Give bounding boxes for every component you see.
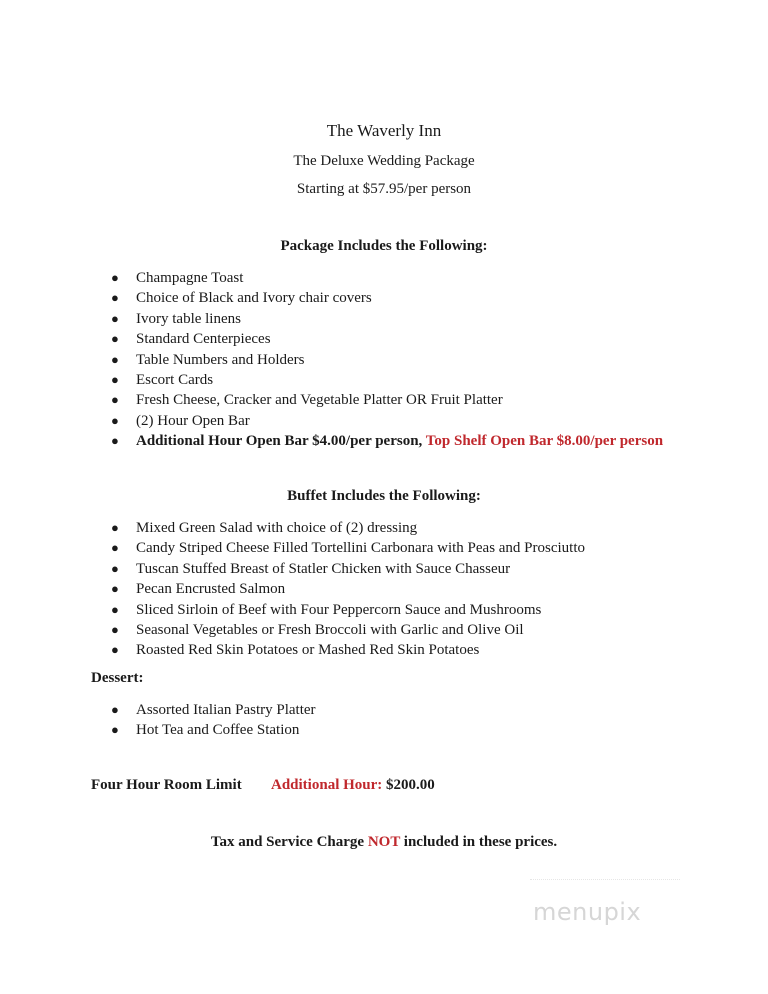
list-item-bar-pricing — [108, 431, 663, 451]
list-item: ● Ivory table linens — [108, 309, 663, 329]
bullet-icon: ● — [111, 560, 119, 576]
bullet-icon: ● — [111, 310, 119, 326]
additional-hour-label: Additional Hour: — [271, 777, 383, 793]
list-item: ● Standard Centerpieces — [108, 329, 663, 349]
list-item: ● Assorted Italian Pastry Platter — [108, 700, 316, 720]
list-item: ● Champagne Toast — [108, 268, 663, 288]
additional-hour — [271, 777, 435, 794]
bullet-icon: ● — [111, 392, 119, 408]
bullet-icon: ● — [111, 433, 119, 449]
menupix-watermark: menupix — [533, 898, 642, 926]
additional-hour-price: $200.00 — [386, 777, 435, 793]
bullet-icon: ● — [111, 290, 119, 306]
bullet-icon: ● — [111, 702, 119, 717]
list-item: ● Fresh Cheese, Cracker and Vegetable Platter OR Fruit Platter — [108, 390, 663, 410]
room-limit: Four Hour Room Limit — [91, 777, 242, 793]
list-item: ● Hot Tea and Coffee Station — [108, 720, 316, 740]
top-shelf-price: Top Shelf Open Bar $8.00/per person — [425, 433, 664, 450]
tax-notice: Tax and Service Charge NOT included in these prices. — [210, 834, 558, 850]
venue-title: The Waverly Inn — [326, 121, 442, 140]
watermark-line — [530, 879, 680, 889]
package-price: Starting at $57.95/per person — [296, 181, 472, 197]
bullet-icon: ● — [111, 371, 119, 387]
bullet-icon: ● — [111, 722, 119, 738]
list-item: ● Table Numbers and Holders — [108, 350, 663, 370]
bullet-icon: ● — [111, 601, 119, 617]
additional-bar-price: Additional Hour Open Bar $4.00/per person, — [136, 433, 426, 450]
bullet-icon: ● — [111, 621, 119, 637]
bullet-icon: ● — [111, 331, 119, 347]
bullet-icon: ● — [111, 642, 119, 658]
package-list — [108, 268, 663, 452]
package-heading: Package Includes the Following: — [280, 238, 488, 254]
list-item: ● Roasted Red Skin Potatoes or Mashed Red Skin Potatoes — [108, 640, 585, 660]
bullet-icon: ● — [111, 412, 119, 428]
list-item: ● Tuscan Stuffed Breast of Statler Chicken with Sauce Chasseur — [108, 559, 585, 579]
list-item: ● Escort Cards — [108, 370, 663, 390]
list-item: ● Seasonal Vegetables or Fresh Broccoli with Garlic and Olive Oil — [108, 620, 585, 640]
bullet-icon: ● — [111, 540, 119, 556]
bullet-icon: ● — [111, 581, 119, 597]
buffet-heading: Buffet Includes the Following: — [287, 488, 481, 504]
bullet-icon: ● — [111, 270, 119, 285]
buffet-list — [108, 518, 585, 661]
dessert-label: Dessert: — [91, 670, 144, 686]
list-item: ● (2) Hour Open Bar — [108, 411, 663, 431]
list-item: ● Pecan Encrusted Salmon — [108, 579, 585, 599]
list-item: ● Sliced Sirloin of Beef with Four Peppercorn Sauce and Mushrooms — [108, 600, 585, 620]
package-name: The Deluxe Wedding Package — [293, 153, 475, 169]
tax-not-emphasis: NOT — [367, 834, 401, 850]
bullet-icon: ● — [111, 351, 119, 367]
list-item: ● Mixed Green Salad with choice of (2) dressing — [108, 518, 585, 538]
dessert-list — [108, 700, 316, 741]
list-item: ● Choice of Black and Ivory chair covers — [108, 288, 663, 308]
bullet-icon: ● — [111, 520, 119, 535]
list-item: ● Candy Striped Cheese Filled Tortellini Carbonara with Peas and Prosciutto — [108, 538, 585, 558]
